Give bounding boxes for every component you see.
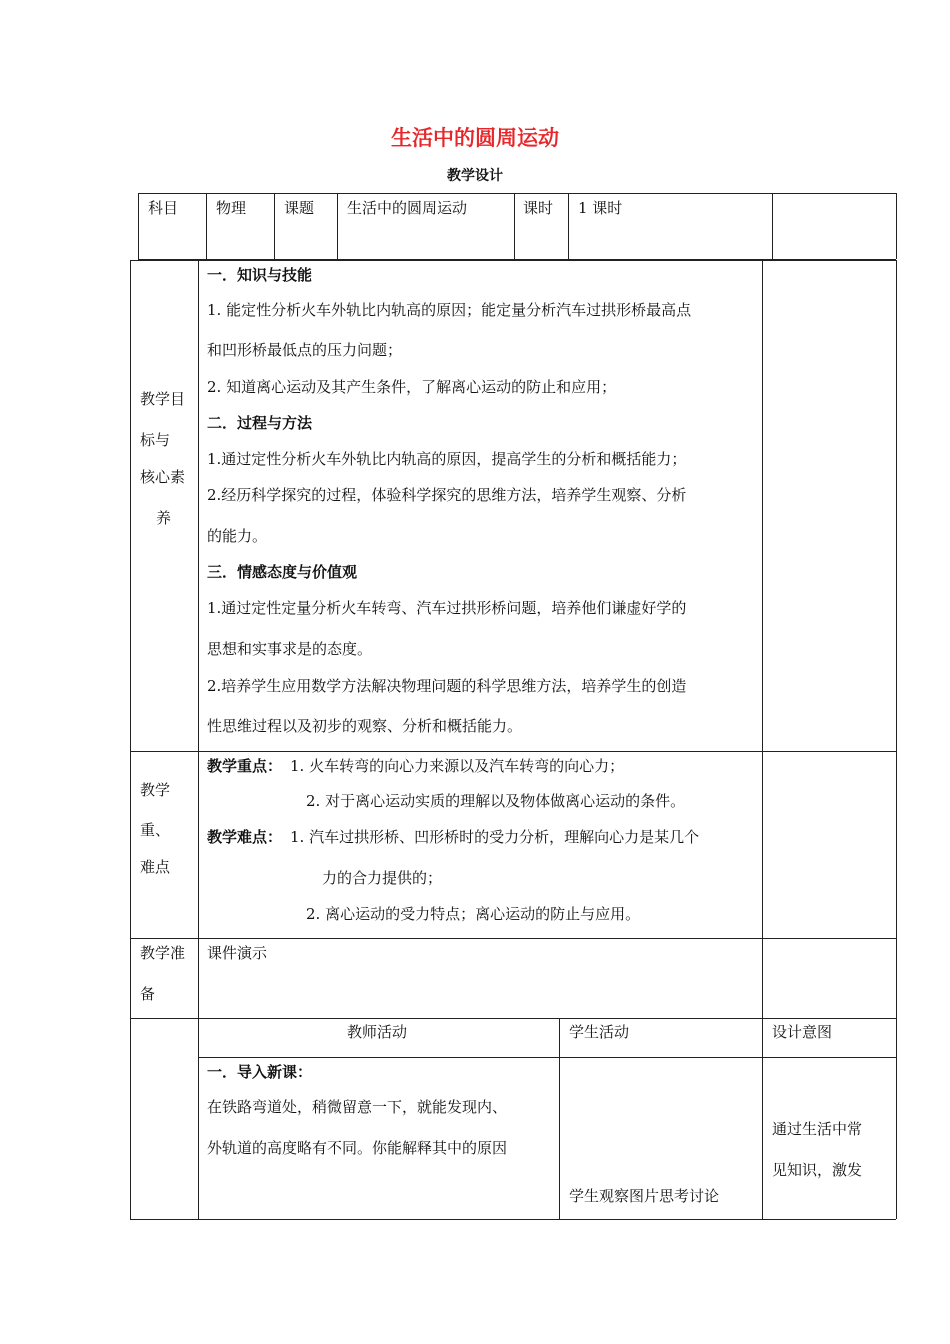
period-value: 1 课时 bbox=[578, 199, 623, 217]
key-points-heading: 教学重点： bbox=[207, 757, 283, 775]
page-title: 生活中的圆周运动 bbox=[391, 126, 559, 150]
section-heading-process: 二．过程与方法 bbox=[207, 414, 313, 432]
preparation-value: 课件演示 bbox=[207, 944, 268, 962]
topic-value: 生活中的圆周运动 bbox=[347, 199, 468, 217]
subject-value: 物理 bbox=[216, 199, 247, 217]
period-label: 课时 bbox=[523, 199, 554, 217]
section-heading-knowledge: 一．知识与技能 bbox=[207, 266, 313, 284]
difficult-points-heading: 教学难点： bbox=[207, 828, 283, 846]
section-heading-attitude: 三．情感态度与价值观 bbox=[207, 563, 358, 581]
student-activity-cell: 学生观察图片思考讨论 bbox=[569, 1187, 720, 1205]
subject-label: 科目 bbox=[148, 199, 179, 217]
teacher-activity-header: 教师活动 bbox=[347, 1023, 408, 1041]
intro-heading: 一．导入新课： bbox=[207, 1063, 313, 1081]
page-subtitle: 教学设计 bbox=[447, 168, 503, 184]
design-intent-header: 设计意图 bbox=[772, 1023, 833, 1041]
topic-label: 课题 bbox=[284, 199, 315, 217]
student-activity-header: 学生活动 bbox=[569, 1023, 630, 1041]
